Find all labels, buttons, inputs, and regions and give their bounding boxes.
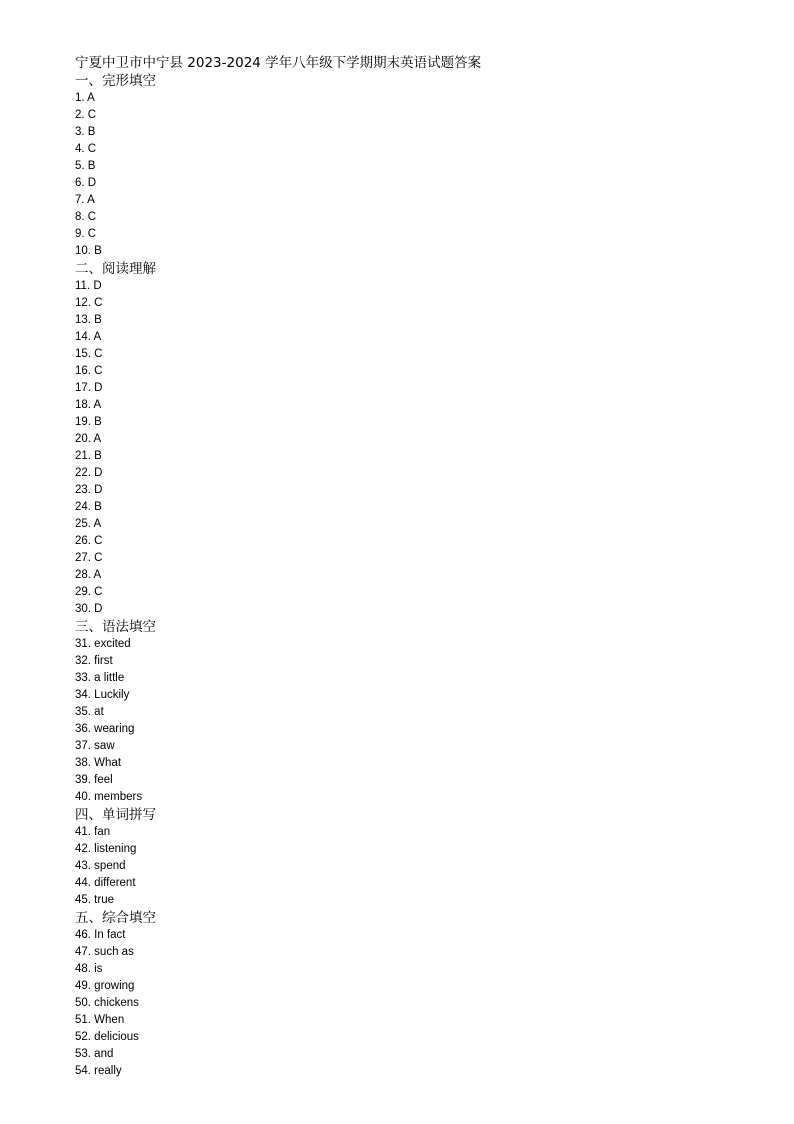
answer-item: 44. different	[75, 877, 136, 889]
answer-section	[75, 618, 755, 806]
answer-item: 54. really	[75, 1065, 122, 1077]
answer-item: 46. In fact	[75, 929, 126, 941]
answer-item: 25. A	[75, 518, 102, 530]
answer-item: 20. A	[75, 433, 102, 445]
answer-item: 5. B	[75, 160, 96, 172]
document-title: 宁夏中卫市中宁县 2023-2024 学年八年级下学期期末英语试题答案	[75, 55, 482, 71]
answer-item: 16. C	[75, 365, 103, 377]
answer-item: 37. saw	[75, 740, 115, 752]
answer-item: 9. C	[75, 228, 97, 240]
answer-item: 40. members	[75, 791, 143, 803]
answer-item: 34. Luckily	[75, 689, 130, 701]
answer-item: 14. A	[75, 331, 102, 343]
answer-item: 3. B	[75, 126, 96, 138]
section-heading: 五、综合填空	[75, 910, 156, 926]
answer-item: 48. is	[75, 963, 103, 975]
section-heading: 三、语法填空	[75, 619, 156, 635]
answer-item: 26. C	[75, 535, 103, 547]
answer-section	[75, 806, 755, 909]
answer-item: 27. C	[75, 552, 103, 564]
answer-item: 42. listening	[75, 843, 137, 855]
answer-item: 18. A	[75, 399, 102, 411]
answer-item: 4. C	[75, 143, 97, 155]
answer-item: 47. such as	[75, 946, 134, 958]
answer-item: 8. C	[75, 211, 97, 223]
answer-section	[75, 909, 755, 1080]
answer-item: 31. excited	[75, 638, 131, 650]
answer-item: 19. B	[75, 416, 102, 428]
answer-item: 15. C	[75, 348, 103, 360]
section-heading: 四、单词拼写	[75, 807, 156, 823]
answer-item: 7. A	[75, 194, 95, 206]
answer-item: 43. spend	[75, 860, 126, 872]
answer-item: 24. B	[75, 501, 102, 513]
answer-item: 6. D	[75, 177, 97, 189]
answer-item: 12. C	[75, 297, 103, 309]
answer-item: 30. D	[75, 603, 103, 615]
answer-item: 41. fan	[75, 826, 111, 838]
answer-item: 52. delicious	[75, 1031, 139, 1043]
answer-section	[75, 260, 755, 618]
answer-item: 1. A	[75, 92, 95, 104]
answer-item: 28. A	[75, 569, 102, 581]
answer-item: 33. a little	[75, 672, 125, 684]
answer-item: 35. at	[75, 706, 104, 718]
answer-item: 38. What	[75, 757, 122, 769]
answer-item: 49. growing	[75, 980, 135, 992]
answer-item: 2. C	[75, 109, 97, 121]
answer-key	[75, 54, 755, 1080]
section-heading: 一、完形填空	[75, 73, 156, 89]
answer-section	[75, 72, 755, 260]
answer-item: 13. B	[75, 314, 102, 326]
answer-item: 45. true	[75, 894, 114, 906]
answer-item: 50. chickens	[75, 997, 139, 1009]
answer-item: 51. When	[75, 1014, 125, 1026]
answer-item: 39. feel	[75, 774, 113, 786]
answer-item: 23. D	[75, 484, 103, 496]
answer-item: 17. D	[75, 382, 103, 394]
section-heading: 二、阅读理解	[75, 261, 156, 277]
answer-item: 22. D	[75, 467, 103, 479]
answer-item: 32. first	[75, 655, 113, 667]
answer-item: 10. B	[75, 245, 102, 257]
answer-item: 36. wearing	[75, 723, 135, 735]
answer-item: 11. D	[75, 280, 102, 292]
answer-item: 29. C	[75, 586, 103, 598]
answer-item: 21. B	[75, 450, 102, 462]
answer-item: 53. and	[75, 1048, 114, 1060]
